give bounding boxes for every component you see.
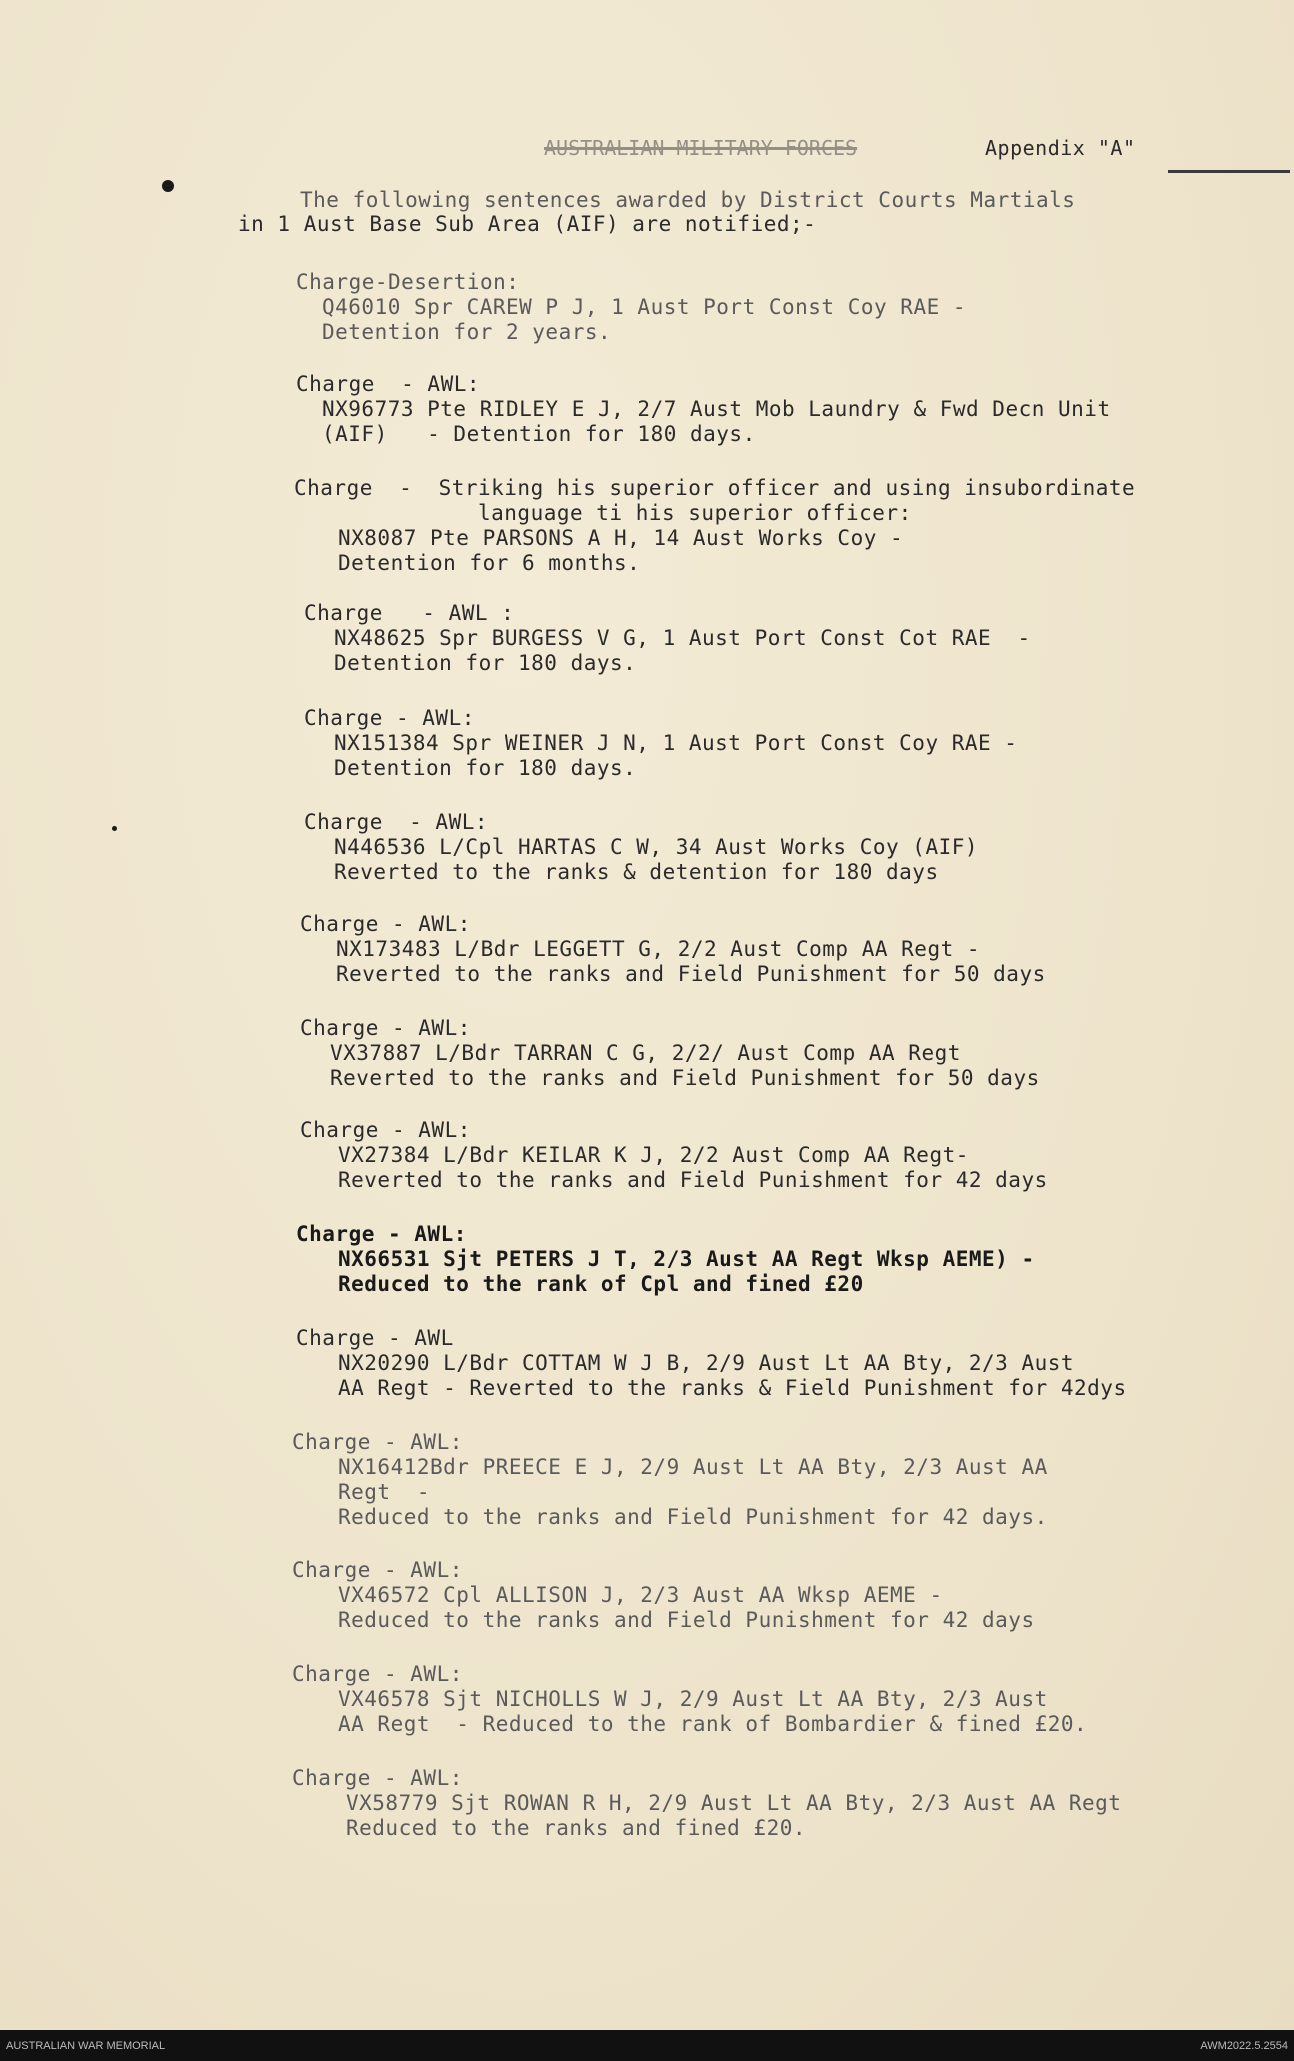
sentence-line: NX16412Bdr PREECE E J, 2/9 Aust Lt AA Bty, 2/3 Aust AA bbox=[338, 1455, 1048, 1479]
sentence-line: AA Regt - Reduced to the rank of Bombardier & fined £20. bbox=[338, 1712, 1088, 1736]
footer-right: AWM2022.5.2554 bbox=[1200, 2040, 1288, 2052]
sentence-line: NX8087 Pte PARSONS A H, 14 Aust Works Coy - bbox=[338, 526, 904, 550]
sentence-line: Regt - bbox=[338, 1480, 431, 1504]
sentence-line: NX66531 Sjt PETERS J T, 2/3 Aust AA Regt Wksp AEME) - bbox=[338, 1247, 1035, 1271]
sentence-line: Q46010 Spr CAREW P J, 1 Aust Port Const Coy RAE - bbox=[322, 295, 967, 319]
appendix-label: Appendix "A" bbox=[985, 136, 1136, 160]
charge-label: Charge - AWL: bbox=[300, 1118, 471, 1142]
sentence-line: NX151384 Spr WEINER J N, 1 Aust Port Const Coy RAE - bbox=[334, 731, 1018, 755]
sentence-line: VX37887 L/Bdr TARRAN C G, 2/2/ Aust Comp AA Regt bbox=[330, 1041, 961, 1065]
sentence-line: (AIF) - Detention for 180 days. bbox=[322, 422, 756, 446]
sentence-line: Reverted to the ranks and Field Punishment for 50 days bbox=[336, 962, 1046, 986]
charge-label: Charge - AWL: bbox=[300, 1016, 471, 1040]
charge-label: Charge - AWL: bbox=[304, 810, 489, 834]
sentence-line: NX20290 L/Bdr COTTAM W J B, 2/9 Aust Lt AA Bty, 2/3 Aust bbox=[338, 1351, 1075, 1375]
sentence-line: Reduced to the ranks and fined £20. bbox=[346, 1816, 807, 1840]
sentence-line: NX48625 Spr BURGESS V G, 1 Aust Port Const Cot RAE - bbox=[334, 626, 1031, 650]
sentence-line: NX96773 Pte RIDLEY E J, 2/7 Aust Mob Laundry & Fwd Decn Unit bbox=[322, 397, 1111, 421]
sentence-line: VX27384 L/Bdr KEILAR K J, 2/2 Aust Comp AA Regt- bbox=[338, 1143, 969, 1167]
punch-mark bbox=[1168, 170, 1290, 173]
charge-label: Charge - AWL: bbox=[292, 1766, 463, 1790]
charge-label: Charge - AWL: bbox=[292, 1430, 463, 1454]
sentence-line: AA Regt - Reverted to the ranks & Field Punishment for 42dys bbox=[338, 1376, 1127, 1400]
footer-left: AUSTRALIAN WAR MEMORIAL bbox=[6, 2040, 166, 2052]
sentence-line: Reverted to the ranks and Field Punishment for 50 days bbox=[330, 1066, 1040, 1090]
sentence-line: Detention for 2 years. bbox=[322, 320, 612, 344]
sentence-line: Detention for 6 months. bbox=[338, 551, 641, 575]
sentence-line: N446536 L/Cpl HARTAS C W, 34 Aust Works Coy (AIF) bbox=[334, 835, 979, 859]
charge-label: Charge - Striking his superior officer and using insubordinate bbox=[294, 476, 1136, 500]
charge-label: Charge - AWL: bbox=[296, 1222, 467, 1246]
footer-bar bbox=[0, 2030, 1294, 2061]
charge-label: Charge - AWL: bbox=[292, 1662, 463, 1686]
charge-label: Charge - AWL: bbox=[300, 912, 471, 936]
charge-label: Charge - AWL : bbox=[304, 601, 515, 625]
sentence-line: Reverted to the ranks & detention for 180 days bbox=[334, 860, 939, 884]
sentence-line: VX58779 Sjt ROWAN R H, 2/9 Aust Lt AA Bty, 2/3 Aust AA Regt bbox=[346, 1791, 1122, 1815]
sentence-line: Reduced to the rank of Cpl and fined £20 bbox=[338, 1272, 864, 1296]
charge-label: Charge-Desertion: bbox=[296, 270, 520, 294]
sentence-line: VX46572 Cpl ALLISON J, 2/3 Aust AA Wksp AEME - bbox=[338, 1583, 943, 1607]
sentence-line: Detention for 180 days. bbox=[334, 756, 637, 780]
sentence-line: Reverted to the ranks and Field Punishment for 42 days bbox=[338, 1168, 1048, 1192]
intro-line-2: in 1 Aust Base Sub Area (AIF) are notified;- bbox=[238, 212, 817, 236]
charge-label: Charge - AWL: bbox=[304, 706, 475, 730]
sentence-line: Reduced to the ranks and Field Punishment for 42 days bbox=[338, 1608, 1035, 1632]
ink-dot bbox=[112, 826, 117, 831]
sentence-line: Reduced to the ranks and Field Punishment for 42 days. bbox=[338, 1505, 1048, 1529]
sentence-line: language ti his superior officer: bbox=[294, 501, 912, 525]
charge-label: Charge - AWL: bbox=[296, 372, 481, 396]
ink-mark bbox=[162, 180, 174, 192]
intro-line-1: The following sentences awarded by District Courts Martials bbox=[300, 188, 1076, 212]
charge-label: Charge - AWL: bbox=[292, 1558, 463, 1582]
sentence-line: Detention for 180 days. bbox=[334, 651, 637, 675]
sentence-line: VX46578 Sjt NICHOLLS W J, 2/9 Aust Lt AA Bty, 2/3 Aust bbox=[338, 1687, 1048, 1711]
charge-label: Charge - AWL bbox=[296, 1326, 454, 1350]
sentence-line: NX173483 L/Bdr LEGGETT G, 2/2 Aust Comp AA Regt - bbox=[336, 937, 981, 961]
struck-heading: AUSTRALIAN MILITARY FORCES bbox=[544, 136, 858, 160]
